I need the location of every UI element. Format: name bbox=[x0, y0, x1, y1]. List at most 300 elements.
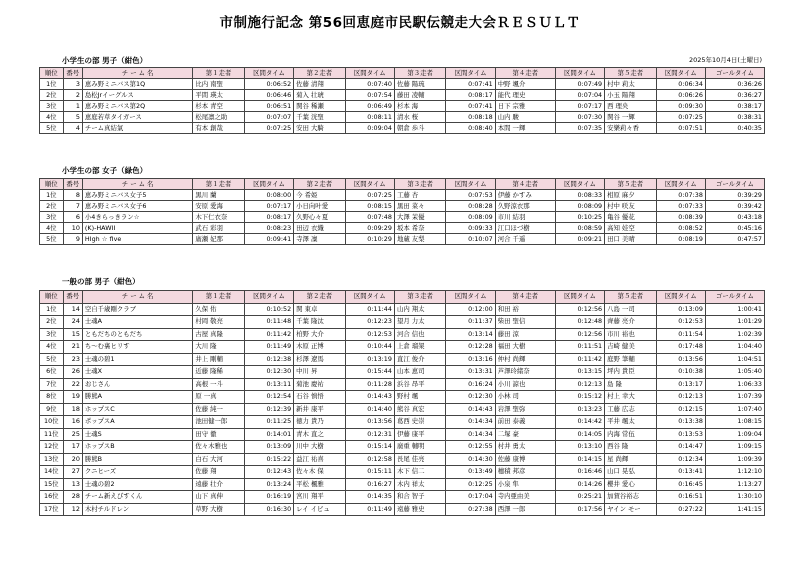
cell-runner4: 日下 宗雅 bbox=[495, 101, 555, 112]
cell-split3: 0:14:34 bbox=[446, 416, 495, 429]
cell-runner5: 山口 晃弘 bbox=[605, 466, 656, 479]
cell-split1: 0:11:49 bbox=[244, 341, 293, 354]
page-title: 市制施行記念 第56回恵庭市民駅伝競走大会ＲＥＳＵＬＴ bbox=[219, 15, 581, 31]
cell-runner2: 杉澤 遼馬 bbox=[294, 353, 345, 366]
cell-runner4: 福田 大樹 bbox=[495, 341, 555, 354]
cell-split4: 0:07:04 bbox=[555, 90, 604, 101]
header-split4: 区間タイム bbox=[555, 68, 604, 79]
cell-team: 士魂S bbox=[82, 428, 192, 441]
cell-team: ともだちのともだち bbox=[82, 328, 192, 341]
cell-split5: 0:12:15 bbox=[656, 403, 705, 416]
cell-runner5: 星 尚輝 bbox=[605, 453, 656, 466]
table-row bbox=[40, 478, 765, 491]
cell-split1: 0:12:30 bbox=[244, 366, 293, 379]
header-runner2: 第２走者 bbox=[294, 179, 345, 190]
cell-split4: 0:12:13 bbox=[555, 378, 604, 391]
cell-team: 恵み野ミニバス女子6 bbox=[82, 201, 192, 212]
cell-goal: 0:36:27 bbox=[705, 90, 764, 101]
cell-split4: 0:17:56 bbox=[555, 503, 604, 516]
cell-split2: 0:06:49 bbox=[345, 101, 394, 112]
table-row bbox=[40, 378, 765, 391]
cell-split4: 0:14:26 bbox=[555, 478, 604, 491]
cell-rank: 12位 bbox=[40, 441, 64, 454]
cell-runner2: 菊入 壮琥 bbox=[294, 90, 345, 101]
cell-team: 勝熊B bbox=[82, 453, 192, 466]
cell-runner4: 和田 裕 bbox=[495, 303, 555, 316]
cell-rank: 5位 bbox=[40, 123, 64, 134]
cell-number: 6 bbox=[63, 212, 82, 223]
cell-number: 10 bbox=[63, 223, 82, 234]
cell-split5: 0:12:13 bbox=[656, 391, 705, 404]
cell-runner3: 木下 信二 bbox=[394, 466, 445, 479]
cell-split2: 0:11:44 bbox=[345, 303, 394, 316]
cell-runner1: 近藤 隆稀 bbox=[193, 366, 244, 379]
cell-runner3: 朝倉 歩斗 bbox=[394, 123, 445, 134]
cell-runner2: 今 希姫 bbox=[294, 190, 345, 201]
table-row bbox=[40, 491, 765, 504]
cell-split4: 0:13:10 bbox=[555, 441, 604, 454]
cell-split5: 0:08:39 bbox=[656, 212, 705, 223]
header-number: 番号 bbox=[63, 179, 82, 190]
cell-goal: 1:08:15 bbox=[705, 416, 764, 429]
cell-rank: 2位 bbox=[40, 90, 64, 101]
cell-runner2: 木原 正博 bbox=[294, 341, 345, 354]
table-row bbox=[40, 112, 765, 123]
cell-goal: 0:39:42 bbox=[705, 201, 764, 212]
cell-split2: 0:14:43 bbox=[345, 391, 394, 404]
cell-number: 15 bbox=[63, 328, 82, 341]
cell-runner1: 村岡 敬亮 bbox=[193, 316, 244, 329]
cell-runner2: 佐藤 清翔 bbox=[294, 79, 345, 90]
cell-split2: 0:10:29 bbox=[345, 234, 394, 245]
header-team: チ ー ム 名 bbox=[82, 291, 192, 304]
cell-team: 木村チルドレン bbox=[82, 503, 192, 516]
cell-runner1: 安原 愛海 bbox=[193, 201, 244, 212]
cell-runner3: 長尾 佳亮 bbox=[394, 453, 445, 466]
cell-runner3: 藤田 凌輔 bbox=[394, 90, 445, 101]
cell-split5: 0:14:47 bbox=[656, 441, 705, 454]
cell-split5: 0:12:53 bbox=[656, 316, 705, 329]
cell-team: チーム真結氣 bbox=[82, 123, 192, 134]
cell-runner2: 関谷 稀瀬 bbox=[294, 101, 345, 112]
cell-runner3: 坂本 希奈 bbox=[394, 223, 445, 234]
results-table-elementary-boys bbox=[39, 67, 765, 134]
header-row bbox=[40, 291, 765, 304]
cell-runner5: 平井 颯太 bbox=[605, 416, 656, 429]
cell-number: 27 bbox=[63, 466, 82, 479]
cell-runner5: 坪内 貴臣 bbox=[605, 366, 656, 379]
cell-split3: 0:27:38 bbox=[446, 503, 495, 516]
cell-split2: 0:11:49 bbox=[345, 503, 394, 516]
cell-runner5: 安樂莉々香 bbox=[605, 123, 656, 134]
header-runner3: 第３走者 bbox=[394, 68, 445, 79]
cell-runner1: 久保 佑 bbox=[193, 303, 244, 316]
cell-goal: 0:38:31 bbox=[705, 112, 764, 123]
cell-split5: 0:11:54 bbox=[656, 328, 705, 341]
cell-runner1: 比内 南聖 bbox=[193, 79, 244, 90]
cell-runner2: 益江 祐喜 bbox=[294, 453, 345, 466]
header-runner1: 第１走者 bbox=[193, 179, 244, 190]
cell-number: 22 bbox=[63, 378, 82, 391]
header-rank: 順位 bbox=[40, 179, 64, 190]
cell-number: 19 bbox=[63, 391, 82, 404]
cell-split2: 0:16:27 bbox=[345, 478, 394, 491]
header-runner2: 第２走者 bbox=[294, 291, 345, 304]
cell-number: 26 bbox=[63, 366, 82, 379]
cell-rank: 5位 bbox=[40, 353, 64, 366]
cell-goal: 0:39:29 bbox=[705, 190, 764, 201]
cell-split5: 0:07:25 bbox=[656, 112, 705, 123]
cell-split3: 0:14:43 bbox=[446, 403, 495, 416]
cell-split3: 0:13:16 bbox=[446, 353, 495, 366]
cell-split1: 0:08:00 bbox=[244, 190, 293, 201]
cell-runner5: 高知 娃空 bbox=[605, 223, 656, 234]
cell-split1: 0:06:46 bbox=[244, 90, 293, 101]
cell-runner3: 山本 恵司 bbox=[394, 366, 445, 379]
cell-runner1: 遠藤 壮介 bbox=[193, 478, 244, 491]
cell-rank: 9位 bbox=[40, 403, 64, 416]
header-split2: 区間タイム bbox=[345, 291, 394, 304]
header-runner5: 第５走者 bbox=[605, 291, 656, 304]
cell-team: 士魂の碧1 bbox=[82, 353, 192, 366]
table-row bbox=[40, 223, 765, 234]
cell-runner1: 佐藤 純一 bbox=[193, 403, 244, 416]
cell-runner5: 加賀谷裕志 bbox=[605, 491, 656, 504]
cell-split4: 0:07:17 bbox=[555, 101, 604, 112]
header-number: 番号 bbox=[63, 291, 82, 304]
cell-split5: 0:10:38 bbox=[656, 366, 705, 379]
cell-split1: 0:12:39 bbox=[244, 403, 293, 416]
cell-runner4: 穗積 邦彦 bbox=[495, 466, 555, 479]
cell-runner5: 相原 麻夕 bbox=[605, 190, 656, 201]
header-split3: 区間タイム bbox=[446, 179, 495, 190]
cell-number: 16 bbox=[63, 416, 82, 429]
cell-split1: 0:16:19 bbox=[244, 491, 293, 504]
cell-runner1: 有本 創哉 bbox=[193, 123, 244, 134]
cell-runner5: 八島 一司 bbox=[605, 303, 656, 316]
cell-runner5: 内海 常伍 bbox=[605, 428, 656, 441]
table-row bbox=[40, 190, 765, 201]
section-label-general-men: 一般の部 男子（紺色） bbox=[62, 277, 140, 286]
cell-team: (K)-HAWII bbox=[82, 223, 192, 234]
cell-split3: 0:07:53 bbox=[446, 190, 495, 201]
cell-runner3: 木内 祥太 bbox=[394, 478, 445, 491]
cell-rank: 1位 bbox=[40, 190, 64, 201]
cell-split3: 0:12:30 bbox=[446, 391, 495, 404]
header-split5: 区間タイム bbox=[656, 291, 705, 304]
cell-split1: 0:12:54 bbox=[244, 391, 293, 404]
cell-runner4: 寺内亜由美 bbox=[495, 491, 555, 504]
cell-runner1: 池田健一郎 bbox=[193, 416, 244, 429]
cell-runner2: 田辺 衣織 bbox=[294, 223, 345, 234]
cell-runner1: 武石 彩羽 bbox=[193, 223, 244, 234]
cell-goal: 1:04:51 bbox=[705, 353, 764, 366]
cell-runner2: 徳力 貴乃 bbox=[294, 416, 345, 429]
cell-split2: 0:14:35 bbox=[345, 491, 394, 504]
cell-team: 島松Jrイーグルス bbox=[82, 90, 192, 101]
cell-split5: 0:13:09 bbox=[656, 303, 705, 316]
cell-number: 24 bbox=[63, 316, 82, 329]
cell-rank: 2位 bbox=[40, 201, 64, 212]
cell-runner4: 山内 駿 bbox=[495, 112, 555, 123]
cell-split2: 0:08:11 bbox=[345, 112, 394, 123]
table-row bbox=[40, 79, 765, 90]
cell-runner2: 柏野 大介 bbox=[294, 328, 345, 341]
cell-runner1: 杉本 青空 bbox=[193, 101, 244, 112]
cell-split1: 0:07:25 bbox=[244, 123, 293, 134]
header-rank: 順位 bbox=[40, 291, 64, 304]
cell-runner1: 山下 真伸 bbox=[193, 491, 244, 504]
cell-split1: 0:07:17 bbox=[244, 201, 293, 212]
cell-split4: 0:15:12 bbox=[555, 391, 604, 404]
cell-runner2: 寺澤 凜 bbox=[294, 234, 345, 245]
cell-split3: 0:13:14 bbox=[446, 328, 495, 341]
cell-split3: 0:12:25 bbox=[446, 478, 495, 491]
cell-team: 士魂X bbox=[82, 366, 192, 379]
cell-split1: 0:07:07 bbox=[244, 112, 293, 123]
cell-split5: 0:13:56 bbox=[656, 353, 705, 366]
header-split2: 区間タイム bbox=[345, 68, 394, 79]
cell-runner3: 直江 俊介 bbox=[394, 353, 445, 366]
cell-runner3: 廣重 輔明 bbox=[394, 441, 445, 454]
cell-runner1: 高根 一斗 bbox=[193, 378, 244, 391]
cell-runner4: 仲村 尚輝 bbox=[495, 353, 555, 366]
cell-number: 28 bbox=[63, 491, 82, 504]
cell-split4: 0:14:05 bbox=[555, 428, 604, 441]
cell-split5: 0:13:38 bbox=[656, 416, 705, 429]
cell-split2: 0:15:11 bbox=[345, 466, 394, 479]
cell-split5: 0:06:26 bbox=[656, 90, 705, 101]
cell-runner1: 草野 大樹 bbox=[193, 503, 244, 516]
cell-runner3: 熊谷 真宏 bbox=[394, 403, 445, 416]
cell-runner4: 藤田 涼 bbox=[495, 328, 555, 341]
cell-split3: 0:07:41 bbox=[446, 101, 495, 112]
cell-runner2: 菊池 慶祐 bbox=[294, 378, 345, 391]
header-split2: 区間タイム bbox=[345, 179, 394, 190]
cell-runner5: ヤイン モー bbox=[605, 503, 656, 516]
cell-runner4: 小川 諒也 bbox=[495, 378, 555, 391]
cell-goal: 1:02:39 bbox=[705, 328, 764, 341]
cell-split2: 0:12:58 bbox=[345, 453, 394, 466]
cell-split3: 0:12:28 bbox=[446, 341, 495, 354]
table-row bbox=[40, 201, 765, 212]
cell-split3: 0:08:18 bbox=[446, 112, 495, 123]
cell-split3: 0:08:17 bbox=[446, 90, 495, 101]
cell-rank: 3位 bbox=[40, 101, 64, 112]
cell-team: 小4きらっきラン☆ bbox=[82, 212, 192, 223]
table-row bbox=[40, 212, 765, 223]
cell-goal: 0:43:18 bbox=[705, 212, 764, 223]
cell-team: ち〜む裏ヒリす bbox=[82, 341, 192, 354]
cell-split5: 0:16:51 bbox=[656, 491, 705, 504]
cell-split4: 0:12:48 bbox=[555, 316, 604, 329]
cell-goal: 1:00:41 bbox=[705, 303, 764, 316]
cell-runner5: 村中 咲友 bbox=[605, 201, 656, 212]
header-team: チ ー ム 名 bbox=[82, 179, 192, 190]
cell-number: 8 bbox=[63, 190, 82, 201]
cell-number: 14 bbox=[63, 303, 82, 316]
cell-split3: 0:14:30 bbox=[446, 453, 495, 466]
cell-runner2: 千葉 隆汰 bbox=[294, 316, 345, 329]
cell-runner1: 佐藤 翔 bbox=[193, 466, 244, 479]
cell-split5: 0:13:41 bbox=[656, 466, 705, 479]
results-table-general-men bbox=[39, 290, 765, 516]
cell-runner5: 村中 莉太 bbox=[605, 79, 656, 90]
header-rank: 順位 bbox=[40, 68, 64, 79]
cell-split1: 0:06:51 bbox=[244, 101, 293, 112]
cell-split3: 0:17:04 bbox=[446, 491, 495, 504]
cell-split1: 0:08:17 bbox=[244, 212, 293, 223]
cell-split4: 0:11:51 bbox=[555, 341, 604, 354]
cell-rank: 4位 bbox=[40, 112, 64, 123]
cell-runner3: 黒田 菜々 bbox=[394, 201, 445, 212]
cell-runner5: 吉崎 健美 bbox=[605, 341, 656, 354]
cell-split2: 0:07:48 bbox=[345, 212, 394, 223]
table-row bbox=[40, 416, 765, 429]
cell-runner3: 伊藤 康平 bbox=[394, 428, 445, 441]
cell-split5: 0:08:19 bbox=[656, 234, 705, 245]
cell-split5: 0:07:38 bbox=[656, 190, 705, 201]
cell-split3: 0:08:40 bbox=[446, 123, 495, 134]
cell-goal: 0:40:35 bbox=[705, 123, 764, 134]
cell-runner2: レイ イビュ bbox=[294, 503, 345, 516]
header-split1: 区間タイム bbox=[244, 291, 293, 304]
event-date: 2025年10月4日(土曜日) bbox=[688, 56, 762, 64]
cell-team: 恵み野ミニバス第1Q bbox=[82, 79, 192, 90]
cell-runner5: 庭野 筆輔 bbox=[605, 353, 656, 366]
header-team: チ ー ム 名 bbox=[82, 68, 192, 79]
cell-runner4: 本間 一輝 bbox=[495, 123, 555, 134]
cell-split4: 0:12:56 bbox=[555, 303, 604, 316]
cell-split4: 0:07:35 bbox=[555, 123, 604, 134]
cell-runner3: 浜谷 昂平 bbox=[394, 378, 445, 391]
header-split4: 区間タイム bbox=[555, 291, 604, 304]
table-row bbox=[40, 341, 765, 354]
cell-runner3: 清水 桜 bbox=[394, 112, 445, 123]
cell-runner5: 西 理央 bbox=[605, 101, 656, 112]
cell-runner2: 宮川 翔平 bbox=[294, 491, 345, 504]
table-row bbox=[40, 328, 765, 341]
section-label-elementary-girls: 小学生の部 女子（緑色） bbox=[62, 166, 148, 175]
cell-team: ホップスB bbox=[82, 441, 192, 454]
cell-runner4: 江口ほづ樹 bbox=[495, 223, 555, 234]
cell-number: 17 bbox=[63, 441, 82, 454]
cell-number: 25 bbox=[63, 428, 82, 441]
cell-goal: 1:30:10 bbox=[705, 491, 764, 504]
cell-team: クニヒーズ bbox=[82, 466, 192, 479]
cell-split1: 0:11:48 bbox=[244, 316, 293, 329]
header-runner5: 第５走者 bbox=[605, 179, 656, 190]
cell-rank: 6位 bbox=[40, 366, 64, 379]
cell-split4: 0:07:49 bbox=[555, 79, 604, 90]
cell-goal: 0:36:26 bbox=[705, 79, 764, 90]
cell-rank: 3位 bbox=[40, 212, 64, 223]
header-runner5: 第５走者 bbox=[605, 68, 656, 79]
cell-split1: 0:12:38 bbox=[244, 353, 293, 366]
cell-split4: 0:10:25 bbox=[555, 212, 604, 223]
cell-runner4: 中野 颯介 bbox=[495, 79, 555, 90]
cell-split1: 0:13:24 bbox=[244, 478, 293, 491]
cell-split2: 0:11:28 bbox=[345, 378, 394, 391]
cell-runner4: 柴田 聖信 bbox=[495, 316, 555, 329]
cell-goal: 1:06:33 bbox=[705, 378, 764, 391]
cell-number: 1 bbox=[63, 101, 82, 112]
cell-split3: 0:11:37 bbox=[446, 316, 495, 329]
cell-split4: 0:25:21 bbox=[555, 491, 604, 504]
cell-runner1: 田守 徹 bbox=[193, 428, 244, 441]
cell-number: 3 bbox=[63, 79, 82, 90]
cell-team: チーム新えびすくん bbox=[82, 491, 192, 504]
cell-split1: 0:09:41 bbox=[244, 234, 293, 245]
cell-split4: 0:13:23 bbox=[555, 403, 604, 416]
header-runner2: 第２走者 bbox=[294, 68, 345, 79]
table-row bbox=[40, 441, 765, 454]
cell-runner3: 杉本 海 bbox=[394, 101, 445, 112]
cell-runner2: 石谷 慎悟 bbox=[294, 391, 345, 404]
cell-runner3: 遠藤 雅史 bbox=[394, 503, 445, 516]
cell-split1: 0:16:30 bbox=[244, 503, 293, 516]
cell-rank: 4位 bbox=[40, 341, 64, 354]
cell-number: 18 bbox=[63, 403, 82, 416]
cell-runner4: 小泉 隼 bbox=[495, 478, 555, 491]
cell-runner1: 原 一真 bbox=[193, 391, 244, 404]
cell-split2: 0:08:15 bbox=[345, 201, 394, 212]
cell-runner2: 平松 楓雅 bbox=[294, 478, 345, 491]
cell-split4: 0:16:46 bbox=[555, 466, 604, 479]
cell-split3: 0:08:09 bbox=[446, 212, 495, 223]
cell-number: 21 bbox=[63, 341, 82, 354]
cell-goal: 0:47:57 bbox=[705, 234, 764, 245]
cell-runner4: 芦澤玲緒奈 bbox=[495, 366, 555, 379]
header-split3: 区間タイム bbox=[446, 291, 495, 304]
cell-runner2: 安田 大騎 bbox=[294, 123, 345, 134]
cell-rank: 1位 bbox=[40, 79, 64, 90]
header-row bbox=[40, 179, 765, 190]
table-row bbox=[40, 503, 765, 516]
cell-split4: 0:09:21 bbox=[555, 234, 604, 245]
table-row bbox=[40, 101, 765, 112]
cell-split1: 0:11:25 bbox=[244, 416, 293, 429]
header-runner1: 第１走者 bbox=[193, 291, 244, 304]
header-runner1: 第１走者 bbox=[193, 68, 244, 79]
header-goal: ゴールタイム bbox=[705, 179, 764, 190]
cell-number: 12 bbox=[63, 503, 82, 516]
cell-runner5: 村上 幸大 bbox=[605, 391, 656, 404]
cell-rank: 7位 bbox=[40, 378, 64, 391]
cell-runner1: 井上 剛輔 bbox=[193, 353, 244, 366]
cell-runner5: 齊藤 亮介 bbox=[605, 316, 656, 329]
cell-runner3: 佐藤 陽琉 bbox=[394, 79, 445, 90]
table-row bbox=[40, 428, 765, 441]
cell-team: 勝熊A bbox=[82, 391, 192, 404]
cell-rank: 4位 bbox=[40, 223, 64, 234]
cell-runner5: 櫻井 愛心 bbox=[605, 478, 656, 491]
cell-rank: 14位 bbox=[40, 466, 64, 479]
cell-number: 5 bbox=[63, 112, 82, 123]
cell-rank: 8位 bbox=[40, 391, 64, 404]
cell-split2: 0:12:23 bbox=[345, 316, 394, 329]
cell-runner2: 佐々木 保 bbox=[294, 466, 345, 479]
cell-runner3: 和合 智子 bbox=[394, 491, 445, 504]
cell-split2: 0:13:56 bbox=[345, 416, 394, 429]
section-label-elementary-boys: 小学生の部 男子（紺色） bbox=[62, 56, 148, 65]
cell-runner1: 松尾凛之助 bbox=[193, 112, 244, 123]
cell-goal: 1:05:40 bbox=[705, 366, 764, 379]
header-split4: 区間タイム bbox=[555, 179, 604, 190]
cell-team: 空自千歳剛クラブ bbox=[82, 303, 192, 316]
header-runner4: 第４走者 bbox=[495, 68, 555, 79]
cell-rank: 5位 bbox=[40, 234, 64, 245]
